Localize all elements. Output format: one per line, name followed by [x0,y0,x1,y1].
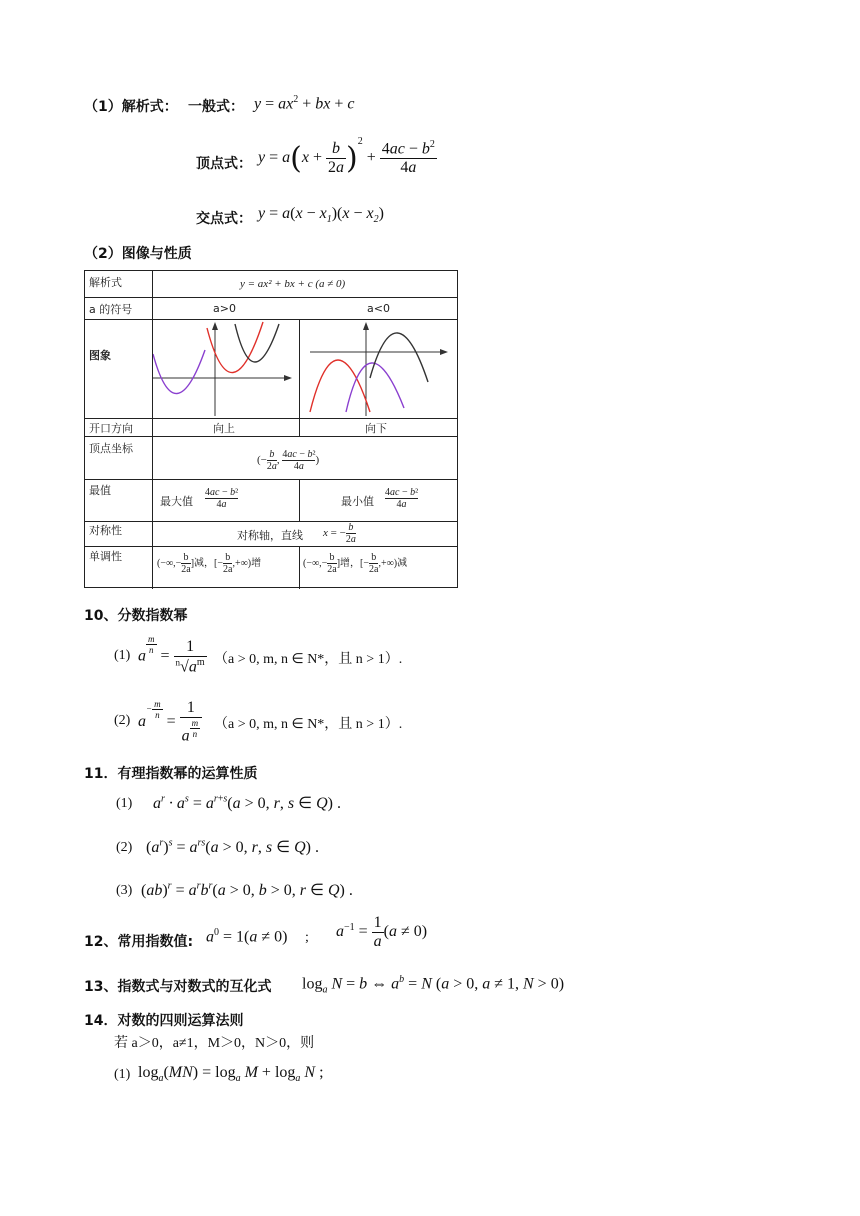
s13-formula: $\log_a N = b$ ⇔ $a^b = N$ (a > 0, a ≠ 1, N > 0) [302,974,565,996]
formula-value: y = ax² + bx + c (a ≠ 0) [240,278,346,290]
s10-item2-label: (2) [114,713,131,728]
general-form-formula: $y = ax^2$ + bx + c [254,94,355,113]
intersect-form-label: 交点式： [196,211,252,227]
s11-title: 11．有理指数幂的运算性质 [84,766,258,782]
s12-formula-1: $a^0 = 1(a \ne 0)$ [206,927,288,946]
graph-positive [153,320,299,418]
monotonic-negative: (−∞,− $\frac{b}{2a}$ ]增，[− $\frac{b}{2a}$ ,+∞)减 [303,552,408,575]
row-label-vertex: 顶点坐标 [89,442,133,455]
extreme-positive-value: $\frac{\text{4ac − b²}}{4a}$ [205,487,239,510]
monotonic-positive: (−∞,− $\frac{b}{2a}$ ]减，[− $\frac{b}{2a}$ ,+∞)增 [157,552,262,575]
sign-positive: a>0 [213,302,236,315]
s12-title: 12、常用指数值: [84,934,194,950]
row-label-graph: 图象 [89,349,111,362]
graph-negative [300,320,458,418]
row-label-sign: a 的符号 [89,303,133,316]
extreme-negative-value: $\frac{\text{4ac − b²}}{4a}$ [385,487,419,510]
s11-item2-label: (2) [116,840,133,855]
intersect-form-formula: $y = a(x - x_1)(x - x_2)$ [258,205,384,226]
row-label-monotonic: 单调性 [89,550,122,563]
row-label-symmetry: 对称性 [89,524,122,537]
symmetry-prefix: 对称轴，直线 [237,529,303,542]
s14-condition: 若 a＞0，a≠1，M＞0，N＞0，则 [114,1036,315,1051]
opening-negative: 向下 [365,422,387,435]
s10-item1-cond: （a > 0, m, n ∈ N*，且 n > 1）. [214,652,403,667]
vertex-form-formula: y = a(x + $\frac{b}{2a}$ )$^2$ + $\frac{4ac - b^2}{4a}$ [258,136,435,177]
s14-item1-label: (1) [114,1067,131,1082]
section1-title: （1）解析式： [84,99,178,115]
s14-item1-formula: $\log_a(MN) = \log_a M + \log_a N$ ; [138,1064,324,1085]
s11-item1-label: (1) [116,796,133,811]
s13-title: 13、指数式与对数式的互化式 [84,979,272,995]
s10-title: 10、分数指数幂 [84,608,188,624]
row-label-extreme: 最值 [89,484,111,497]
s10-item1-formula: a $\frac{m}{n}$ = $\frac{1}{^n√a^m}$ [138,634,205,676]
s11-item2-formula: $(a^r)^s = a^{rs}(a > 0$, r, s ∈ Q) . [146,837,319,856]
vertex-value: (− $\frac{b}{2a}$ , $\frac{\text{4ac − b²}}{4a}$ ) [257,449,320,472]
s10-item1-label: (1) [114,648,131,663]
vertex-form-label: 顶点式： [196,156,252,172]
symmetry-value: x = − $\frac{b}{2a}$ [323,522,356,545]
quadratic-properties-table [84,270,458,588]
s11-item3-label: (3) [116,883,133,898]
s10-item2-formula: a− $\frac{m}{n}$ = 1 a $\frac{m}{n}$ [138,699,202,746]
s11-item3-formula: $(ab)^r = a^rb^r(a > 0$, b > 0, r ∈ Q) . [141,880,353,899]
opening-positive: 向上 [213,422,235,435]
s11-item1-formula: $a^r \cdot a^s = a^{r+s}(a > 0$, r, s ∈ Q) . [153,793,341,812]
s14-title: 14．对数的四则运算法则 [84,1013,244,1029]
section2-title: （2）图像与性质 [84,246,192,262]
extreme-negative-prefix: 最小值 [341,495,374,508]
s10-item2-cond: （a > 0, m, n ∈ N*，且 n > 1）. [214,717,403,732]
row-label-opening: 开口方向 [89,422,133,435]
sign-negative: a<0 [367,302,390,315]
s12-formula-2: $a^{-1}$ = $\frac{1}{a}$ (a ≠ 0) [336,914,428,950]
general-form-label: 一般式： [188,99,244,115]
row-label-formula: 解析式 [89,276,122,289]
extreme-positive-prefix: 最大值 [160,495,193,508]
s12-separator: ; [305,930,309,945]
